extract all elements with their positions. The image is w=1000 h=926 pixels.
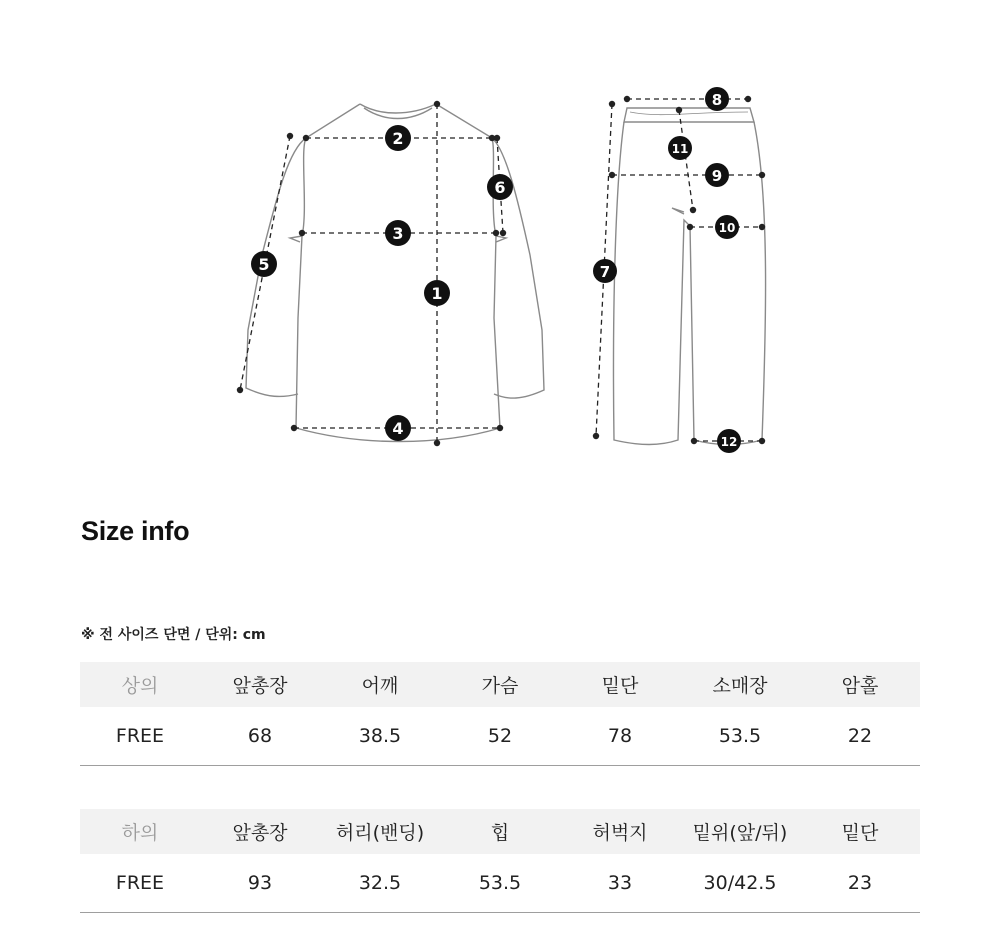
measure-marker-10	[715, 215, 739, 239]
column-header: 힙	[440, 809, 560, 854]
marker-label: 4	[392, 419, 404, 438]
table-row	[80, 854, 920, 913]
column-header: 앞총장	[200, 809, 320, 854]
column-header: 밑단	[800, 809, 920, 854]
value-cell: 68	[200, 707, 320, 766]
column-header: 밑단	[560, 662, 680, 707]
marker-label: 10	[718, 221, 736, 235]
table-header-row	[80, 809, 920, 854]
column-header: 앞총장	[200, 662, 320, 707]
measure-marker-3	[385, 220, 411, 246]
column-header: 소매장	[680, 662, 800, 707]
bottom-size-table	[80, 809, 920, 913]
top-garment-outline	[246, 104, 544, 442]
value-cell: 38.5	[320, 707, 440, 766]
top-size-table	[80, 662, 920, 766]
marker-label: 2	[392, 129, 404, 148]
section-title: Size info	[81, 516, 190, 546]
pants-outline	[613, 108, 765, 445]
measure-marker-1	[424, 280, 450, 306]
measure-marker-9	[705, 163, 729, 187]
marker-label: 7	[599, 263, 611, 281]
value-cell: 93	[200, 854, 320, 913]
measure-marker-4	[385, 415, 411, 441]
measure-marker-12	[717, 429, 741, 453]
column-header: 허벅지	[560, 809, 680, 854]
value-cell: 53.5	[680, 707, 800, 766]
table-header-row	[80, 662, 920, 707]
column-header: 밑위(앞/뒤)	[680, 809, 800, 854]
column-header: 허리(밴딩)	[320, 809, 440, 854]
marker-label: 1	[431, 284, 443, 303]
marker-label: 3	[392, 224, 404, 243]
marker-label: 11	[671, 142, 689, 156]
value-cell: 32.5	[320, 854, 440, 913]
size-cell: FREE	[80, 707, 200, 766]
column-header: 암홀	[800, 662, 920, 707]
column-header: 가슴	[440, 662, 560, 707]
measure-marker-6	[487, 174, 513, 200]
marker-label: 5	[258, 255, 270, 274]
measure-marker-5	[251, 251, 277, 277]
value-cell: 30/42.5	[680, 854, 800, 913]
marker-label: 9	[711, 167, 723, 185]
measure-marker-2	[385, 125, 411, 151]
measure-marker-7	[593, 259, 617, 283]
measure-marker-8	[705, 87, 729, 111]
category-label: 하의	[80, 809, 200, 854]
marker-label: 12	[720, 435, 738, 449]
category-label: 상의	[80, 662, 200, 707]
value-cell: 23	[800, 854, 920, 913]
unit-note: ※ 전 사이즈 단면 / 단위: cm	[81, 627, 266, 643]
value-cell: 52	[440, 707, 560, 766]
marker-label: 8	[711, 91, 723, 109]
measure-marker-11	[668, 136, 692, 160]
size-cell: FREE	[80, 854, 200, 913]
value-cell: 53.5	[440, 854, 560, 913]
column-header: 어깨	[320, 662, 440, 707]
value-cell: 22	[800, 707, 920, 766]
value-cell: 78	[560, 707, 680, 766]
marker-label: 6	[494, 178, 506, 197]
table-row	[80, 707, 920, 766]
value-cell: 33	[560, 854, 680, 913]
